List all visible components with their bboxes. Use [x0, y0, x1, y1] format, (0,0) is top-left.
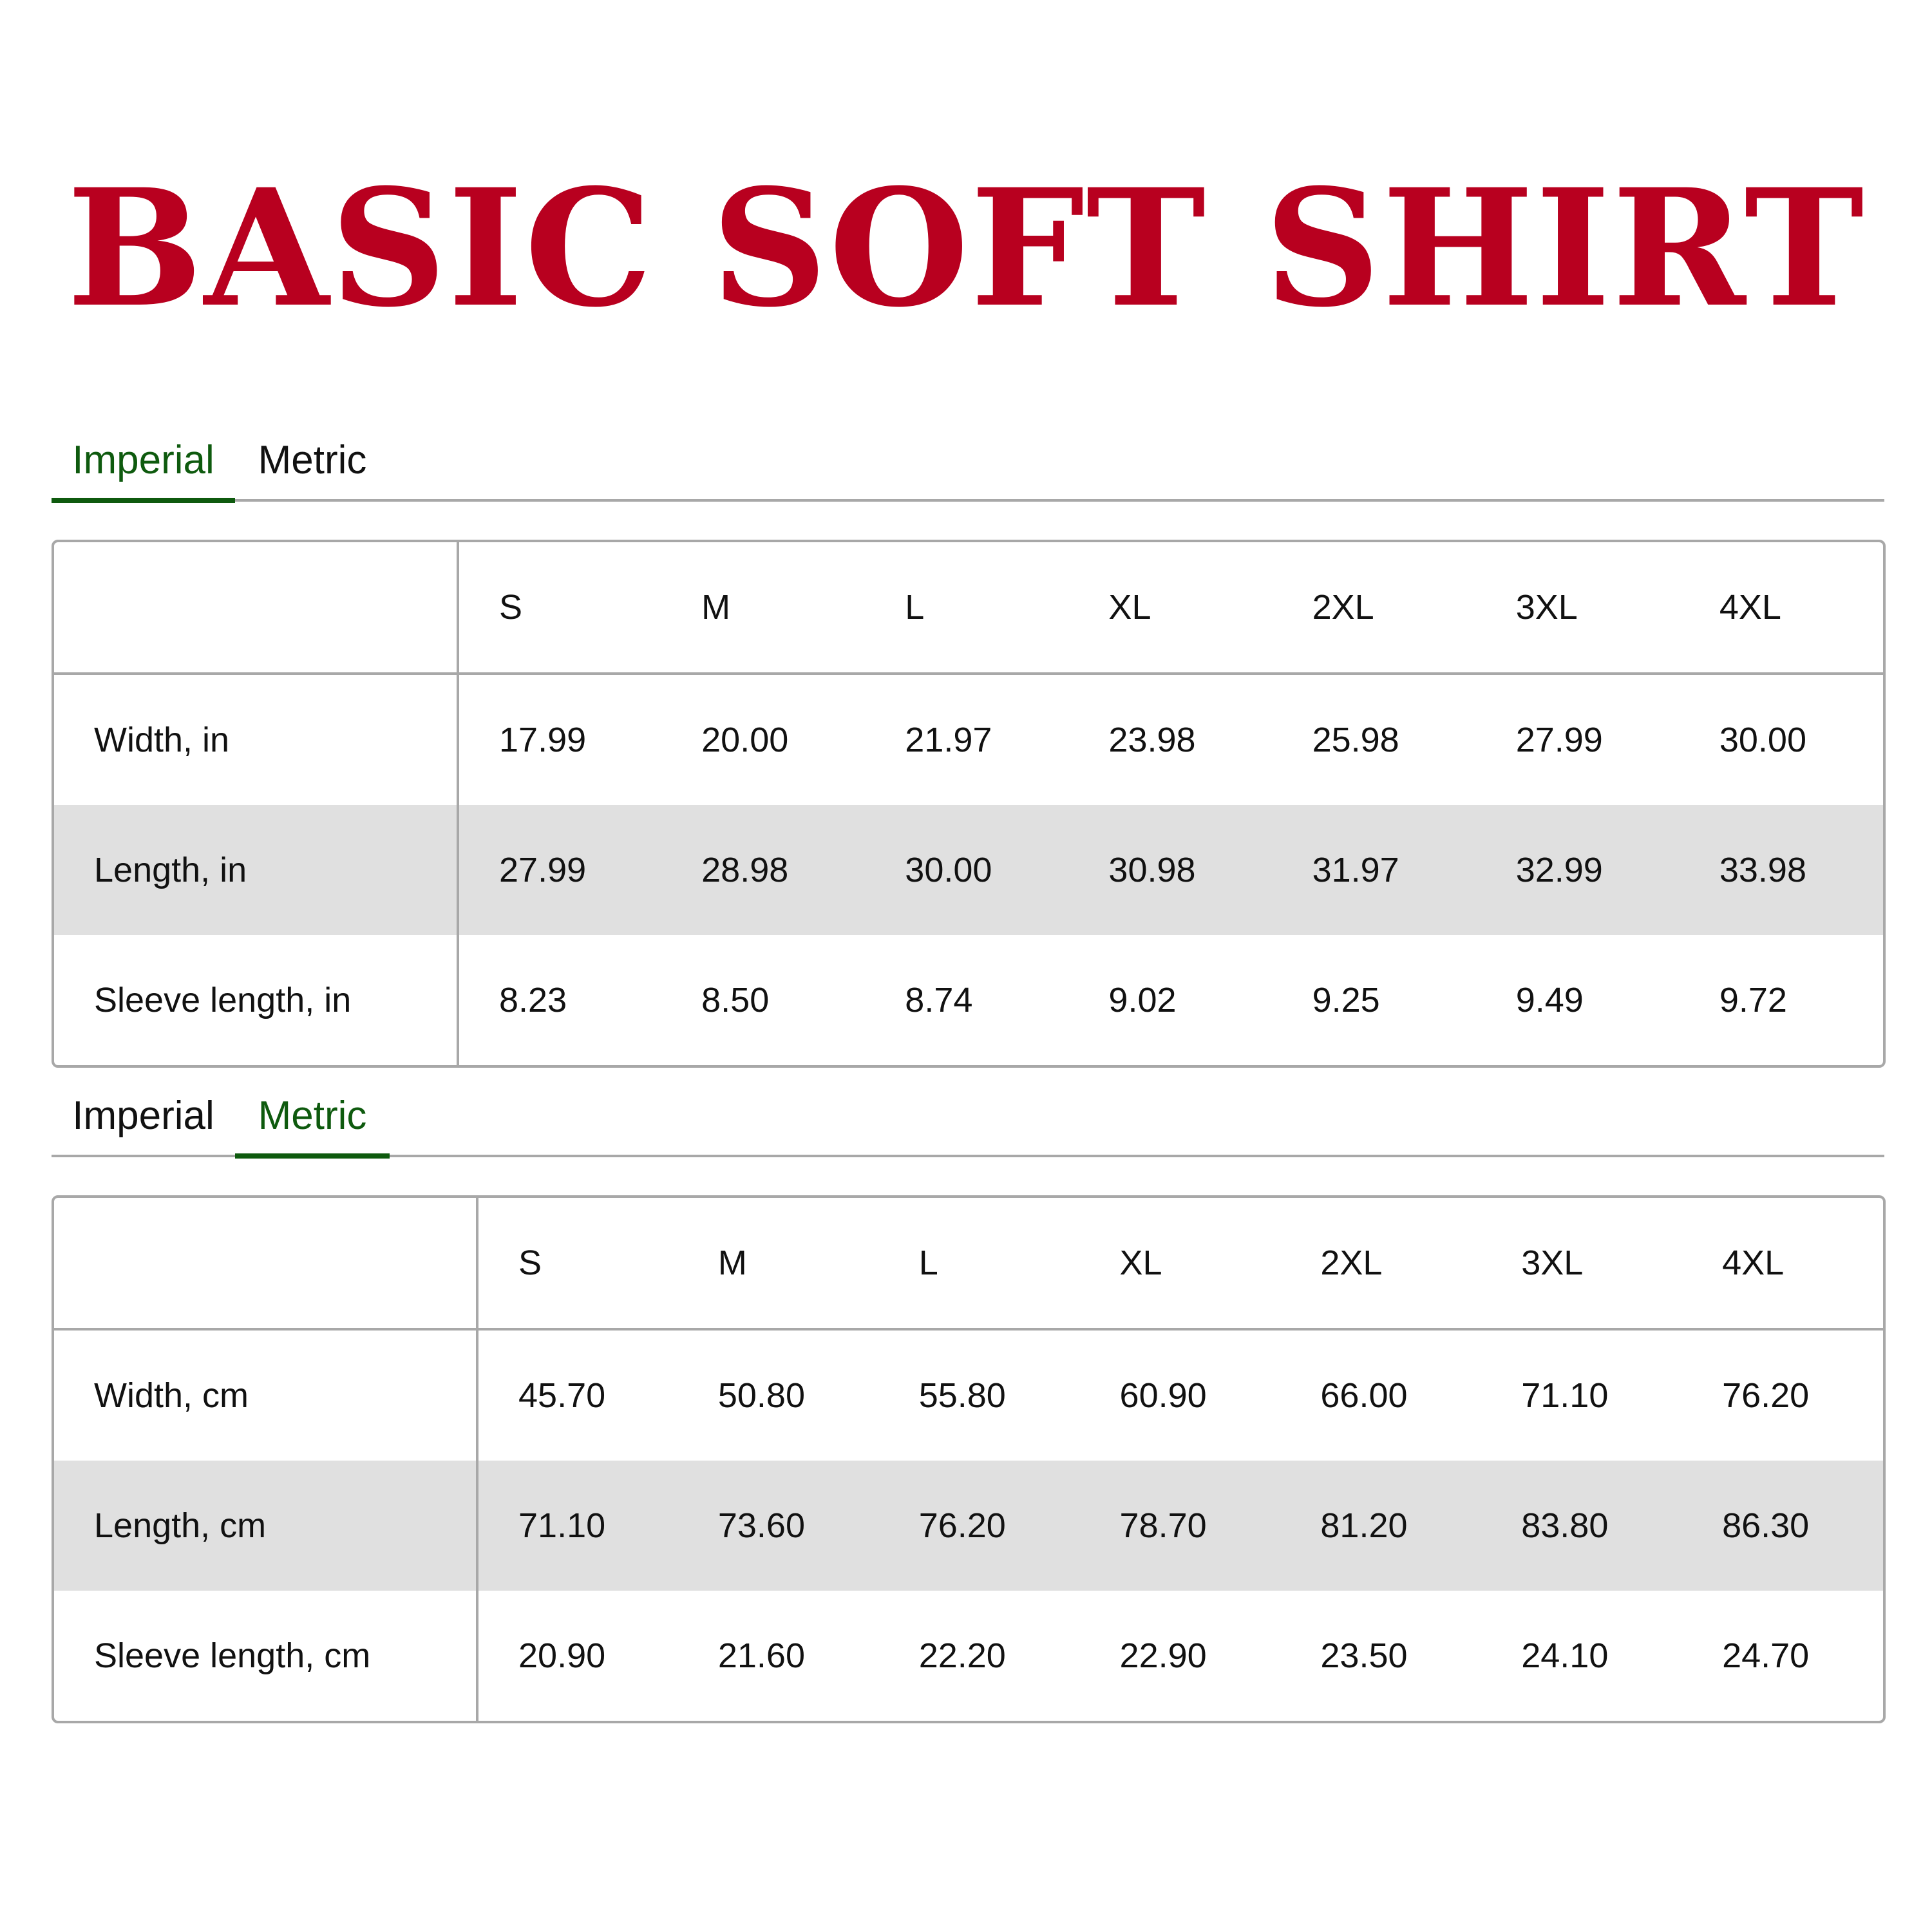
- table-corner-cell: [54, 1198, 477, 1329]
- table-corner-cell: [54, 542, 458, 674]
- table-cell: 33.98: [1680, 805, 1883, 935]
- metric-section-tabs: [52, 1077, 1884, 1157]
- size-header: 2XL: [1280, 1198, 1481, 1329]
- table-cell: 8.50: [701, 981, 770, 1019]
- page-title: BASIC SOFT SHIRT: [66, 153, 1866, 343]
- size-header: 3XL: [1481, 1198, 1682, 1329]
- row-label: Width, in: [54, 674, 458, 805]
- table-cell: 30.00: [865, 805, 1068, 935]
- size-header: L: [879, 1198, 1080, 1329]
- table-row: [54, 935, 1883, 1065]
- size-header: XL: [1080, 1198, 1281, 1329]
- table-cell: 23.50: [1320, 1636, 1408, 1675]
- table-cell: 71.10: [1521, 1376, 1609, 1415]
- table-cell: 71.10: [477, 1461, 678, 1591]
- tab-imperial-label: Imperial: [72, 1094, 214, 1138]
- table-cell: 50.80: [717, 1376, 805, 1415]
- table-cell: 8.23: [499, 981, 567, 1019]
- row-label: Length, in: [54, 805, 458, 935]
- table-cell: 9.02: [1108, 981, 1177, 1019]
- table-row: [54, 805, 1883, 935]
- table-cell: 76.20: [879, 1461, 1080, 1591]
- table-cell: 30.00: [1719, 721, 1806, 759]
- table-cell: 28.98: [661, 805, 865, 935]
- table-cell: 22.20: [918, 1636, 1006, 1675]
- table-cell: 9.25: [1312, 981, 1380, 1019]
- table-cell: 78.70: [1080, 1461, 1281, 1591]
- table-row: [54, 674, 1883, 805]
- table-cell: 32.99: [1476, 805, 1680, 935]
- table-cell: 9.49: [1515, 981, 1584, 1019]
- size-header: M: [661, 542, 865, 674]
- metric-size-table: [52, 1195, 1886, 1723]
- tab-metric[interactable]: [235, 1077, 390, 1155]
- size-header: M: [678, 1198, 879, 1329]
- row-label: Sleeve length, in: [54, 935, 458, 1065]
- size-header: S: [458, 542, 661, 674]
- imperial-size-table: [52, 540, 1886, 1068]
- table-cell: 8.74: [905, 981, 973, 1019]
- table-cell: 23.98: [1108, 721, 1196, 759]
- size-header: 4XL: [1680, 542, 1883, 674]
- table-cell: 20.00: [701, 721, 789, 759]
- table-row: [54, 1329, 1883, 1461]
- table-header-row: [54, 542, 1883, 674]
- size-header: L: [865, 542, 1068, 674]
- table-cell: 25.98: [1312, 721, 1399, 759]
- table-cell: 22.90: [1119, 1636, 1207, 1675]
- table-cell: 27.99: [1515, 721, 1603, 759]
- table-cell: 9.72: [1719, 981, 1787, 1019]
- table-cell: 27.99: [458, 805, 661, 935]
- table-cell: 17.99: [499, 721, 587, 759]
- table-header-row: [54, 1198, 1883, 1329]
- table-cell: 24.10: [1521, 1636, 1609, 1675]
- table-cell: 60.90: [1119, 1376, 1207, 1415]
- tab-imperial-label: Imperial: [72, 438, 214, 482]
- tab-imperial[interactable]: [52, 422, 235, 499]
- table-cell: 24.70: [1722, 1636, 1810, 1675]
- tab-imperial[interactable]: [52, 1077, 235, 1155]
- tab-metric-label: Metric: [258, 438, 367, 482]
- tab-metric-label: Metric: [258, 1094, 367, 1138]
- table-row: [54, 1591, 1883, 1721]
- table-cell: 83.80: [1481, 1461, 1682, 1591]
- row-label: Sleeve length, cm: [54, 1591, 477, 1721]
- size-header: 3XL: [1476, 542, 1680, 674]
- row-label: Width, cm: [54, 1329, 477, 1461]
- table-cell: 21.97: [905, 721, 992, 759]
- table-cell: 30.98: [1068, 805, 1272, 935]
- table-cell: 20.90: [518, 1636, 606, 1675]
- table-cell: 73.60: [678, 1461, 879, 1591]
- table-cell: 66.00: [1320, 1376, 1408, 1415]
- imperial-section-tabs: [52, 422, 1884, 502]
- row-label: Length, cm: [54, 1461, 477, 1591]
- table-cell: 55.80: [918, 1376, 1006, 1415]
- table-cell: 21.60: [717, 1636, 805, 1675]
- size-header: S: [477, 1198, 678, 1329]
- size-header: 4XL: [1682, 1198, 1883, 1329]
- size-header: XL: [1068, 542, 1272, 674]
- table-cell: 81.20: [1280, 1461, 1481, 1591]
- table-cell: 76.20: [1722, 1376, 1810, 1415]
- table-cell: 86.30: [1682, 1461, 1883, 1591]
- table-cell: 45.70: [518, 1376, 606, 1415]
- table-row: [54, 1461, 1883, 1591]
- size-header: 2XL: [1273, 542, 1476, 674]
- tab-metric[interactable]: [235, 422, 390, 499]
- table-cell: 31.97: [1273, 805, 1476, 935]
